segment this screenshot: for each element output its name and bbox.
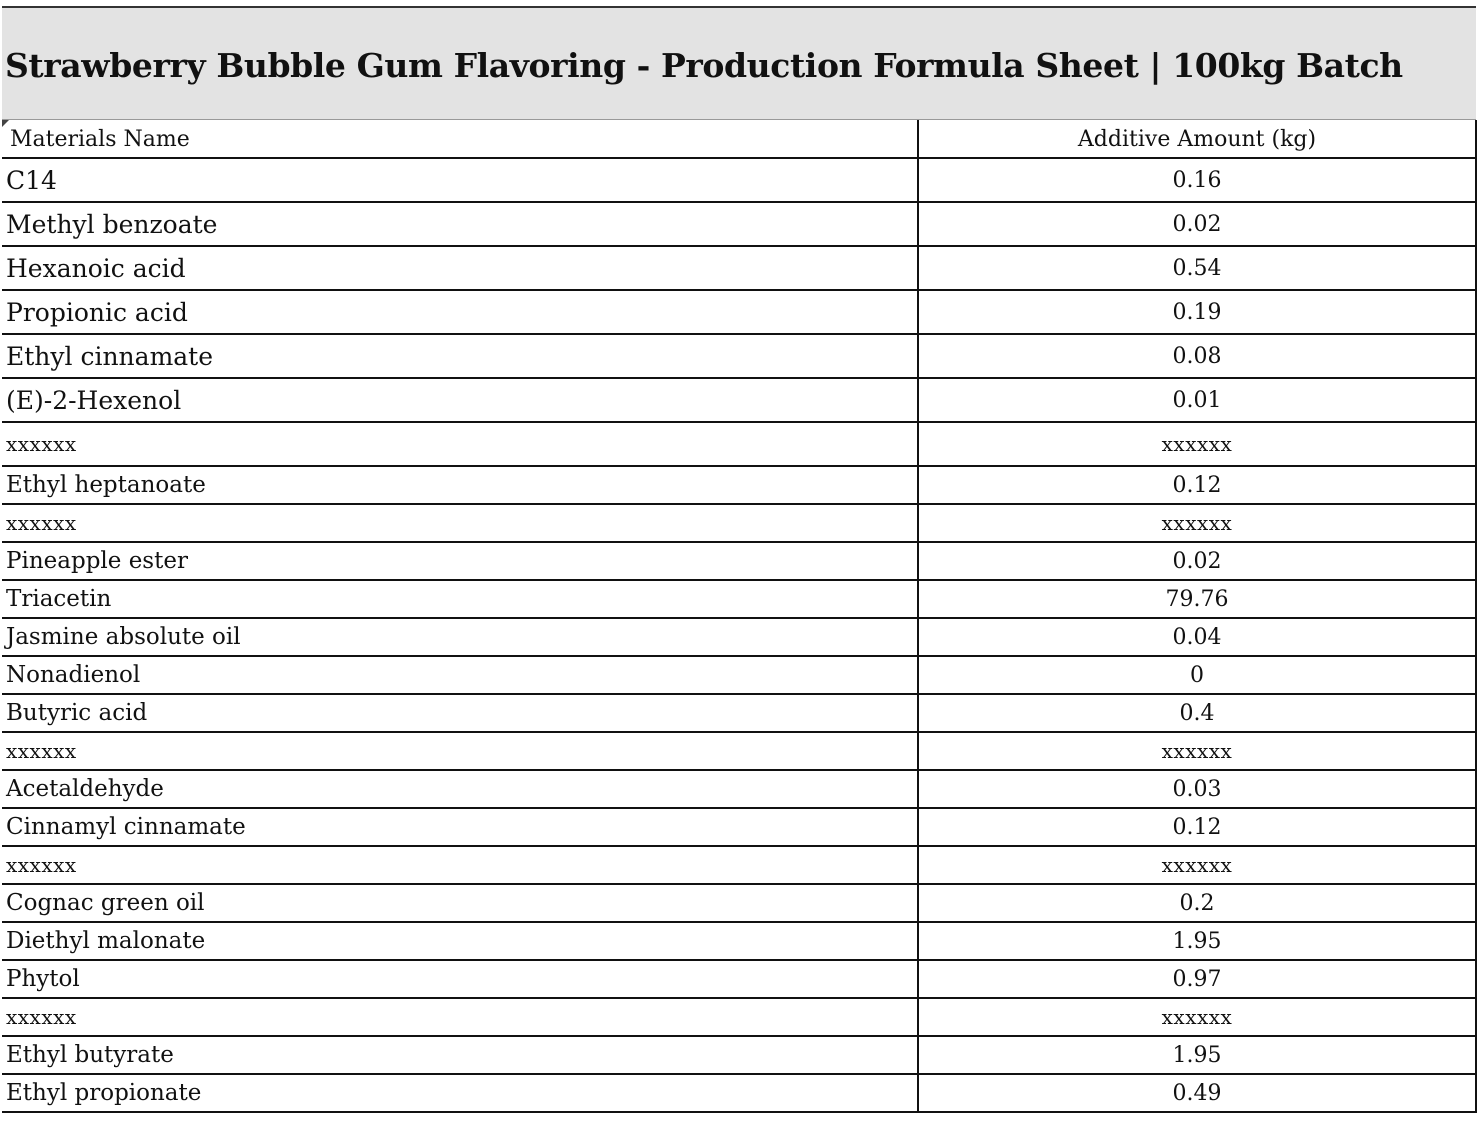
material-name-cell[interactable]: Jasmine absolute oil [2, 618, 918, 656]
additive-amount-cell[interactable]: 0.2 [918, 884, 1476, 922]
material-name-cell[interactable]: Diethyl malonate [2, 922, 918, 960]
table-row [2, 466, 1476, 504]
formula-table [2, 120, 1477, 1113]
title-bar [2, 6, 1476, 120]
additive-amount-cell[interactable]: 1.95 [918, 1036, 1476, 1074]
table-row [2, 542, 1476, 580]
material-name-cell[interactable]: (E)-2-Hexenol [2, 378, 918, 422]
cell-comment-marker [2, 120, 9, 127]
additive-amount-cell[interactable]: 0.08 [918, 334, 1476, 378]
material-name-cell[interactable]: Cognac green oil [2, 884, 918, 922]
table-row [2, 846, 1476, 884]
additive-amount-cell-redacted[interactable]: xxxxxx [918, 422, 1476, 466]
table-row [2, 998, 1476, 1036]
header-row [2, 120, 1476, 158]
material-name-cell-redacted[interactable]: xxxxxx [2, 846, 918, 884]
additive-amount-cell[interactable]: 0.02 [918, 202, 1476, 246]
table-row [2, 290, 1476, 334]
additive-amount-cell[interactable]: 79.76 [918, 580, 1476, 618]
material-name-cell[interactable]: Ethyl propionate [2, 1074, 918, 1112]
table-row [2, 1074, 1476, 1112]
additive-amount-cell-redacted[interactable]: xxxxxx [918, 504, 1476, 542]
table-row [2, 770, 1476, 808]
table-row [2, 694, 1476, 732]
material-name-cell[interactable]: Acetaldehyde [2, 770, 918, 808]
table-row [2, 378, 1476, 422]
material-name-cell[interactable]: Nonadienol [2, 656, 918, 694]
additive-amount-cell[interactable]: 0.54 [918, 246, 1476, 290]
additive-amount-cell-redacted[interactable]: xxxxxx [918, 846, 1476, 884]
table-row [2, 732, 1476, 770]
table-row [2, 158, 1476, 202]
material-name-cell-redacted[interactable]: xxxxxx [2, 998, 918, 1036]
table-row [2, 960, 1476, 998]
table-row [2, 334, 1476, 378]
material-name-cell[interactable]: Pineapple ester [2, 542, 918, 580]
material-name-cell-redacted[interactable]: xxxxxx [2, 504, 918, 542]
additive-amount-cell[interactable]: 0.12 [918, 466, 1476, 504]
material-name-cell[interactable]: Triacetin [2, 580, 918, 618]
additive-amount-cell[interactable]: 0.4 [918, 694, 1476, 732]
column-header-additive-amount[interactable] [918, 120, 1476, 158]
additive-amount-cell[interactable]: 0.04 [918, 618, 1476, 656]
material-name-cell[interactable]: Ethyl cinnamate [2, 334, 918, 378]
additive-amount-cell[interactable]: 0.19 [918, 290, 1476, 334]
column-header-label: Materials Name [10, 127, 190, 152]
table-row [2, 202, 1476, 246]
additive-amount-cell[interactable]: 0.49 [918, 1074, 1476, 1112]
additive-amount-cell[interactable]: 0.16 [918, 158, 1476, 202]
table-row [2, 884, 1476, 922]
additive-amount-cell[interactable]: 0.97 [918, 960, 1476, 998]
table-row [2, 1036, 1476, 1074]
formula-sheet [2, 6, 1476, 1113]
material-name-cell[interactable]: Ethyl heptanoate [2, 466, 918, 504]
additive-amount-cell[interactable]: 0 [918, 656, 1476, 694]
table-row [2, 246, 1476, 290]
column-header-label: Additive Amount (kg) [1077, 127, 1317, 152]
material-name-cell[interactable]: Propionic acid [2, 290, 918, 334]
additive-amount-cell[interactable]: 0.02 [918, 542, 1476, 580]
table-row [2, 422, 1476, 466]
table-row [2, 618, 1476, 656]
additive-amount-cell[interactable]: 0.12 [918, 808, 1476, 846]
material-name-cell[interactable]: Hexanoic acid [2, 246, 918, 290]
material-name-cell-redacted[interactable]: xxxxxx [2, 732, 918, 770]
additive-amount-cell-redacted[interactable]: xxxxxx [918, 732, 1476, 770]
material-name-cell[interactable]: Methyl benzoate [2, 202, 918, 246]
material-name-cell[interactable]: Cinnamyl cinnamate [2, 808, 918, 846]
additive-amount-cell-redacted[interactable]: xxxxxx [918, 998, 1476, 1036]
material-name-cell-redacted[interactable]: xxxxxx [2, 422, 918, 466]
additive-amount-cell[interactable]: 0.01 [918, 378, 1476, 422]
table-row [2, 504, 1476, 542]
material-name-cell[interactable]: C14 [2, 158, 918, 202]
material-name-cell[interactable]: Phytol [2, 960, 918, 998]
table-row [2, 808, 1476, 846]
additive-amount-cell[interactable]: 1.95 [918, 922, 1476, 960]
table-row [2, 922, 1476, 960]
table-row [2, 656, 1476, 694]
column-header-materials-name[interactable] [2, 120, 918, 158]
table-row [2, 580, 1476, 618]
sheet-title: Strawberry Bubble Gum Flavoring - Production Formula Sheet | 100kg Batch [5, 46, 1403, 85]
material-name-cell[interactable]: Butyric acid [2, 694, 918, 732]
material-name-cell[interactable]: Ethyl butyrate [2, 1036, 918, 1074]
additive-amount-cell[interactable]: 0.03 [918, 770, 1476, 808]
